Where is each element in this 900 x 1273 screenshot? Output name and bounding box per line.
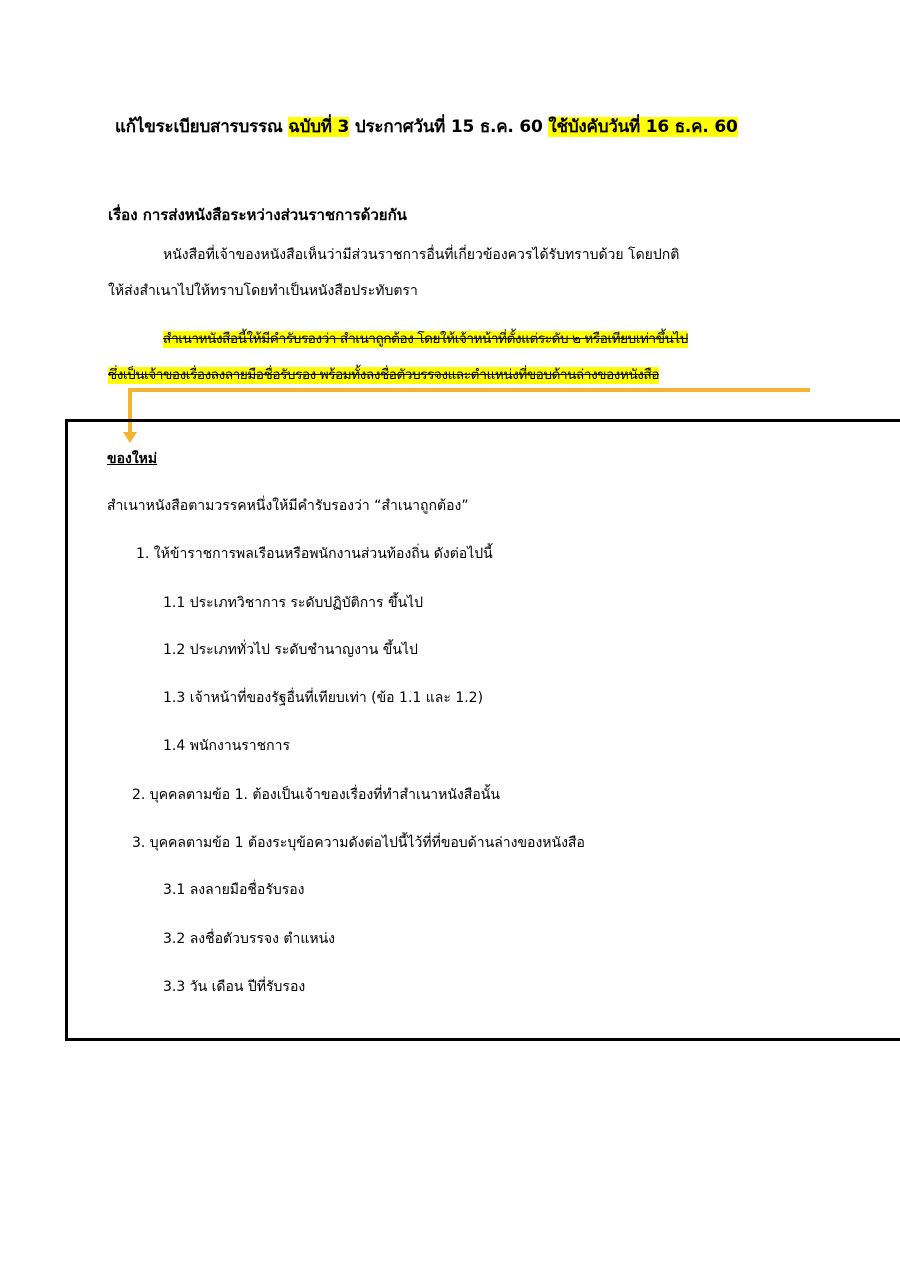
list-item-1-3: 1.3 เจ้าหน้าที่ของรัฐอื่นที่เทียบเท่า (ข้อ 1.1 และ 1.2) [163, 690, 484, 706]
list-item-2: 2. บุคคลตามข้อ 1. ต้องเป็นเจ้าของเรื่องที่ทำสำเนาหนังสือนั้น [132, 787, 500, 803]
page-title [115, 113, 738, 140]
list-item-3-3: 3.3 วัน เดือน ปีที่รับรอง [163, 979, 306, 995]
old-rule-line-2: ซึ่งเป็นเจ้าของเรื่องลงลายมือชื่อรับรอง พร้อมทั้งลงชื่อตัวบรรจงและตำแหน่งที่ขอบด้านล่างของหนังสือ [108, 367, 660, 383]
paragraph-line-2: ให้ส่งสำเนาไปให้ทราบโดยทำเป็นหนังสือประทับตรา [108, 283, 418, 299]
subject-heading: เรื่อง การส่งหนังสือระหว่างส่วนราชการด้วยกัน [108, 206, 407, 224]
list-item-1-1: 1.1 ประเภทวิชาการ ระดับปฏิบัติการ ขึ้นไป [163, 595, 424, 611]
list-item-3-2: 3.2 ลงชื่อตัวบรรจง ตำแหน่ง [163, 931, 336, 947]
list-item-3: 3. บุคคลตามข้อ 1 ต้องระบุข้อความดังต่อไปนี้ไว้ที่ที่ขอบด้านล่างของหนังสือ [132, 835, 585, 851]
list-item-1-4: 1.4 พนักงานราชการ [163, 738, 290, 754]
list-item-1: 1. ให้ข้าราชการพลเรือนหรือพนักงานส่วนท้องถิ่น ดังต่อไปนี้ [136, 546, 493, 562]
new-rule-intro: สำเนาหนังสือตามวรรคหนึ่งให้มีคำรับรองว่า “สำเนาถูกต้อง” [107, 498, 469, 514]
title-part2: ประกาศวันที่ 15 ธ.ค. 60 [349, 117, 549, 137]
paragraph-line-1: หนังสือที่เจ้าของหนังสือเห็นว่ามีส่วนราชการอื่นที่เกี่ยวข้องควรได้รับทราบด้วย โดยปกติ [163, 247, 680, 263]
arrow-connector-horizontal [128, 388, 810, 392]
title-edition-highlight: ฉบับที่ 3 [288, 117, 350, 137]
new-rule-heading: ของใหม่ [107, 451, 158, 467]
list-item-3-1: 3.1 ลงลายมือชื่อรับรอง [163, 882, 305, 898]
old-rule-line-1: สำเนาหนังสือนี้ให้มีคำรับรองว่า สำเนาถูกต้อง โดยให้เจ้าหน้าที่ตั้งแต่ระดับ ๒ หรือเทียบเท่าขึ้นไป [163, 331, 688, 347]
title-part1: แก้ไขระเบียบสารบรรณ [115, 117, 289, 137]
list-item-1-2: 1.2 ประเภททั่วไป ระดับชำนาญงาน ขึ้นไป [163, 642, 418, 658]
title-effective-highlight: ใช้บังคับวันที่ 16 ธ.ค. 60 [548, 117, 738, 137]
